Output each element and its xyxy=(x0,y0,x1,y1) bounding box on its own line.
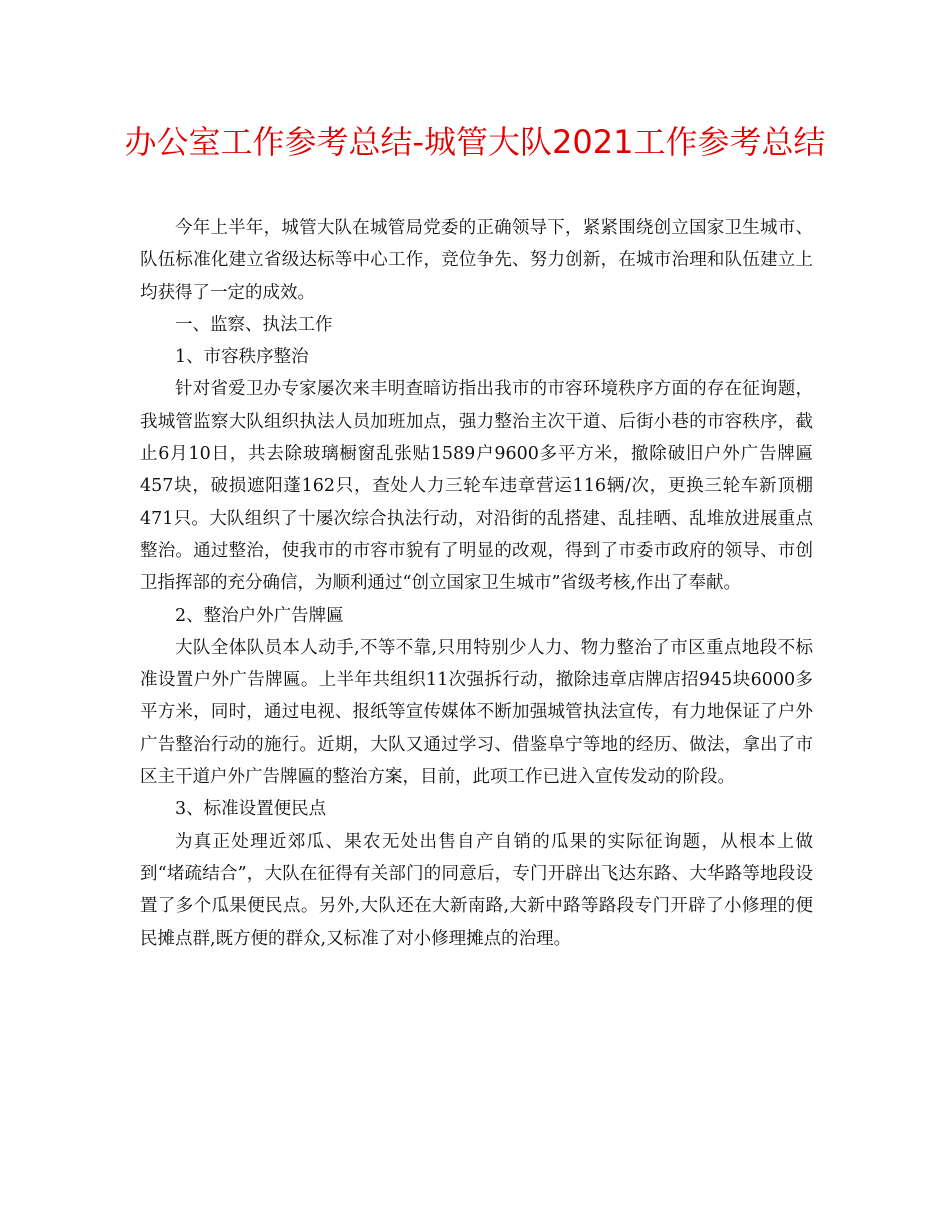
section-heading: 一、监察、执法工作 xyxy=(175,314,333,335)
subsection-heading: 1、市容秩序整治 xyxy=(175,347,309,368)
document-body xyxy=(140,212,813,955)
paragraph: 针对省爱卫办专家屡次来丰明查暗访指出我市的市容环境秩序方面的存在征询题，我城管监察大队组织执法人员加班加点，强力整治主次干道、后街小巷的市容秩序，截止6月10日，共去除玻璃橱窗乱张贴1589户9600多平方米，撤除破旧户外广告牌匾457块，破损遮阳蓬162只，查处人力三轮车违章营运116辆/次，更换三轮车新顶棚471只。大队组织了十屡次综合执法行动，对沿街的乱搭建、乱挂晒、乱堆放进展重点整治。通过整治，使我市的市容市貌有了明显的改观，得到了市委市政府的领导、市创卫指挥部的充分确信，为顺利通过“创立国家卫生城市”省级考核,作出了奉献。 xyxy=(140,379,813,594)
paragraph-intro: 今年上半年，城管大队在城管局党委的正确领导下，紧紧围绕创立国家卫生城市、队伍标准化建立省级达标等中心工作，竞位争先、努力创新，在城市治理和队伍建立上均获得了一定的成效。 xyxy=(140,218,813,303)
subsection-heading: 2、整治户外广告牌匾 xyxy=(175,605,344,626)
paragraph: 为真正处理近郊瓜、果农无处出售自产自销的瓜果的实际征询题，从根本上做到“堵疏结合”，大队在征得有关部门的同意后，专门开辟出飞达东路、大华路等地段设置了多个瓜果便民点。另外,大队还在大新南路,大新中路等路段专门开辟了小修理的便民摊点群,既方便的群众,又标准了对小修理摊点的治理。 xyxy=(140,831,813,949)
paragraph: 大队全体队员本人动手,不等不靠,只用特别少人力、物力整治了市区重点地段不标准设置户外广告牌匾。上半年共组织11次强拆行动，撤除违章店牌店招945块6000多平方米，同时，通过电视、报纸等宣传媒体不断加强城管执法宣传，有力地保证了户外广告整治行动的施行。近期，大队又通过学习、借鉴阜宁等地的经历、做法，拿出了市区主干道户外广告牌匾的整治方案，目前，此项工作已进入宣传发动的阶段。 xyxy=(140,637,813,788)
subsection-heading: 3、标准设置便民点 xyxy=(175,799,327,820)
document-title: 办公室工作参考总结-城管大队2021工作参考总结 xyxy=(124,123,826,161)
